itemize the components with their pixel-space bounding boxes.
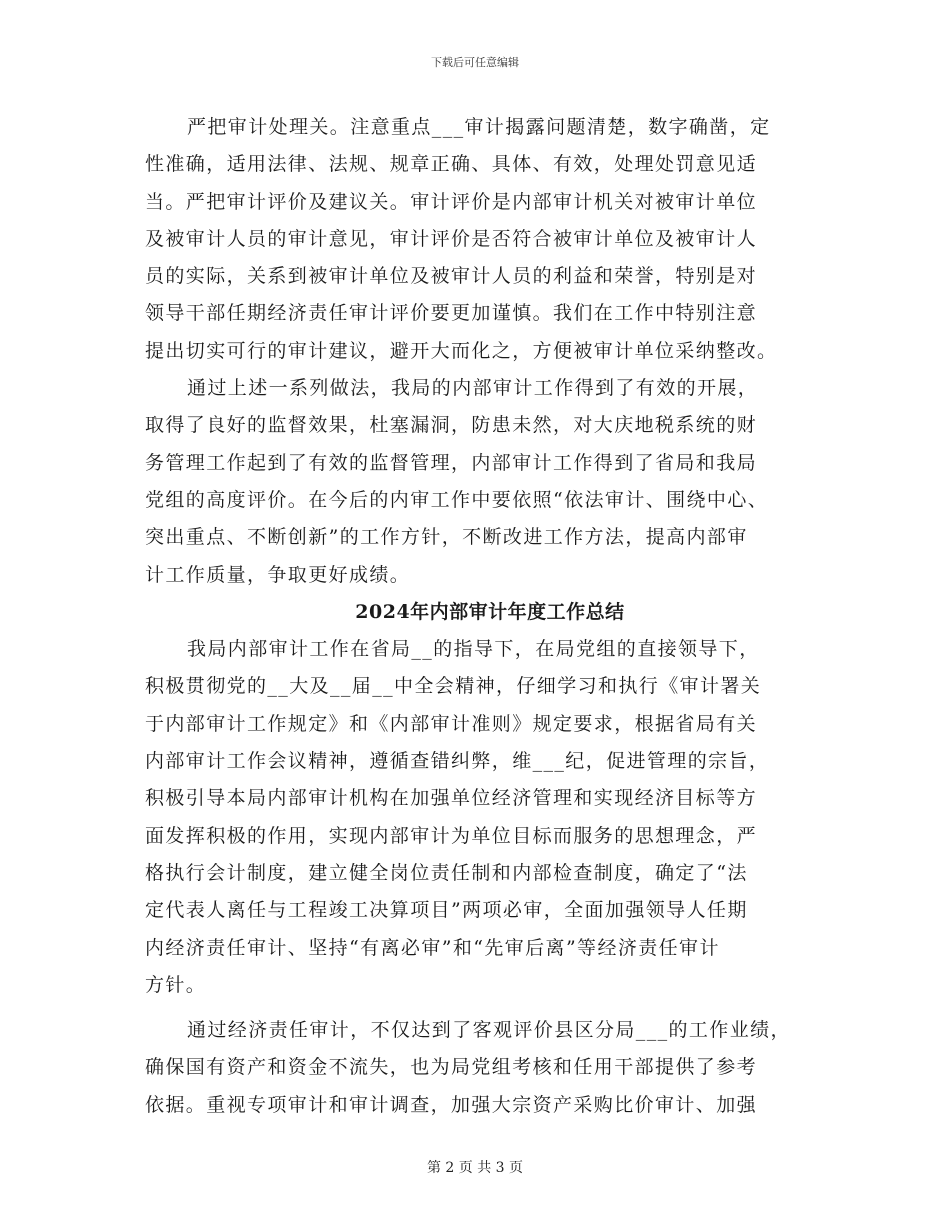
document-title: 2024年内部审计年度工作总结 bbox=[355, 600, 625, 623]
paragraph bbox=[145, 631, 835, 1004]
text-line: 通过经济责任审计，不仅达到了客观评价县区分局___的工作业绩， bbox=[187, 1019, 791, 1042]
text-line: 当。严把审计评价及建议关。审计评价是内部审计机关对被审计单位 bbox=[145, 190, 758, 213]
text-line: 严把审计处理关。注意重点___审计揭露问题清楚，数字确凿，定 bbox=[187, 116, 771, 138]
text-line: 性准确，适用法律、法规、规章正确、具体、有效，处理处罚意见适 bbox=[145, 153, 758, 176]
text-line: 计工作质量，争取更好成绩。 bbox=[145, 563, 411, 586]
text-line: 取得了良好的监督效果，杜塞漏洞，防患未然，对大庆地税系统的财 bbox=[145, 414, 758, 437]
text-line: 积极引导本局内部审计机构在加强单位经济管理和实现经济目标等方 bbox=[145, 787, 758, 810]
text-line: 依据。重视专项审计和审计调查，加强大宗资产采购比价审计、加强 bbox=[145, 1093, 758, 1116]
text-line: 领导干部任期经济责任审计评价要更加谨慎。我们在工作中特别注意 bbox=[145, 302, 758, 325]
paragraph bbox=[145, 109, 835, 370]
text-line: 积极贯彻党的__大及__届__中全会精神，仔细学习和执行《审计署关 bbox=[145, 675, 762, 698]
text-line: 党组的高度评价。在今后的内审工作中要依照“依法审计、围绕中心、 bbox=[145, 488, 769, 511]
text-line: 员的实际，关系到被审计单位及被审计人员的利益和荣誉，特别是对 bbox=[145, 265, 758, 288]
text-line: 定代表人离任与工程竣工决算项目”两项必审，全面加强领导人任期 bbox=[145, 899, 748, 922]
paragraph bbox=[145, 370, 835, 594]
text-line: 确保国有资产和资金不流失，也为局党组考核和任用干部提供了参考 bbox=[145, 1056, 758, 1079]
paragraph bbox=[145, 1012, 835, 1124]
text-line: 内部审计工作会议精神，遵循查错纠弊，维___纪，促进管理的宗旨， bbox=[145, 750, 770, 773]
text-line: 于内部审计工作规定》和《内部审计准则》规定要求，根据省局有关 bbox=[145, 712, 758, 735]
text-line: 提出切实可行的审计建议，避开大而化之，方便被审计单位采纳整改。 bbox=[145, 339, 778, 362]
document-body bbox=[145, 109, 835, 1124]
text-line: 通过上述一系列做法，我局的内部审计工作得到了有效的开展， bbox=[187, 377, 759, 400]
text-line: 内经济责任审计、坚持“有离必审”和“先审后离”等经济责任审计 bbox=[145, 936, 720, 959]
page-footer: 第 2 页 共 3 页 bbox=[426, 1160, 524, 1176]
page-header: 下载后可任意编辑 bbox=[431, 56, 519, 69]
text-line: 及被审计人员的审计意见，审计评价是否符合被审计单位及被审计人 bbox=[145, 227, 758, 250]
text-line: 面发挥积极的作用，实现内部审计为单位目标而服务的思想理念，严 bbox=[145, 824, 758, 847]
text-line: 格执行会计制度，建立健全岗位责任制和内部检查制度，确定了“法 bbox=[145, 861, 748, 884]
text-line: 突出重点、不断创新”的工作方针，不断改进工作方法，提高内部审 bbox=[145, 526, 748, 549]
text-line: 方针。 bbox=[145, 973, 207, 996]
paragraph-gap bbox=[145, 1004, 835, 1012]
text-line: 我局内部审计工作在省局__的指导下，在局党组的直接领导下， bbox=[187, 638, 760, 661]
text-line: 务管理工作起到了有效的监督管理，内部审计工作得到了省局和我局 bbox=[145, 451, 758, 474]
